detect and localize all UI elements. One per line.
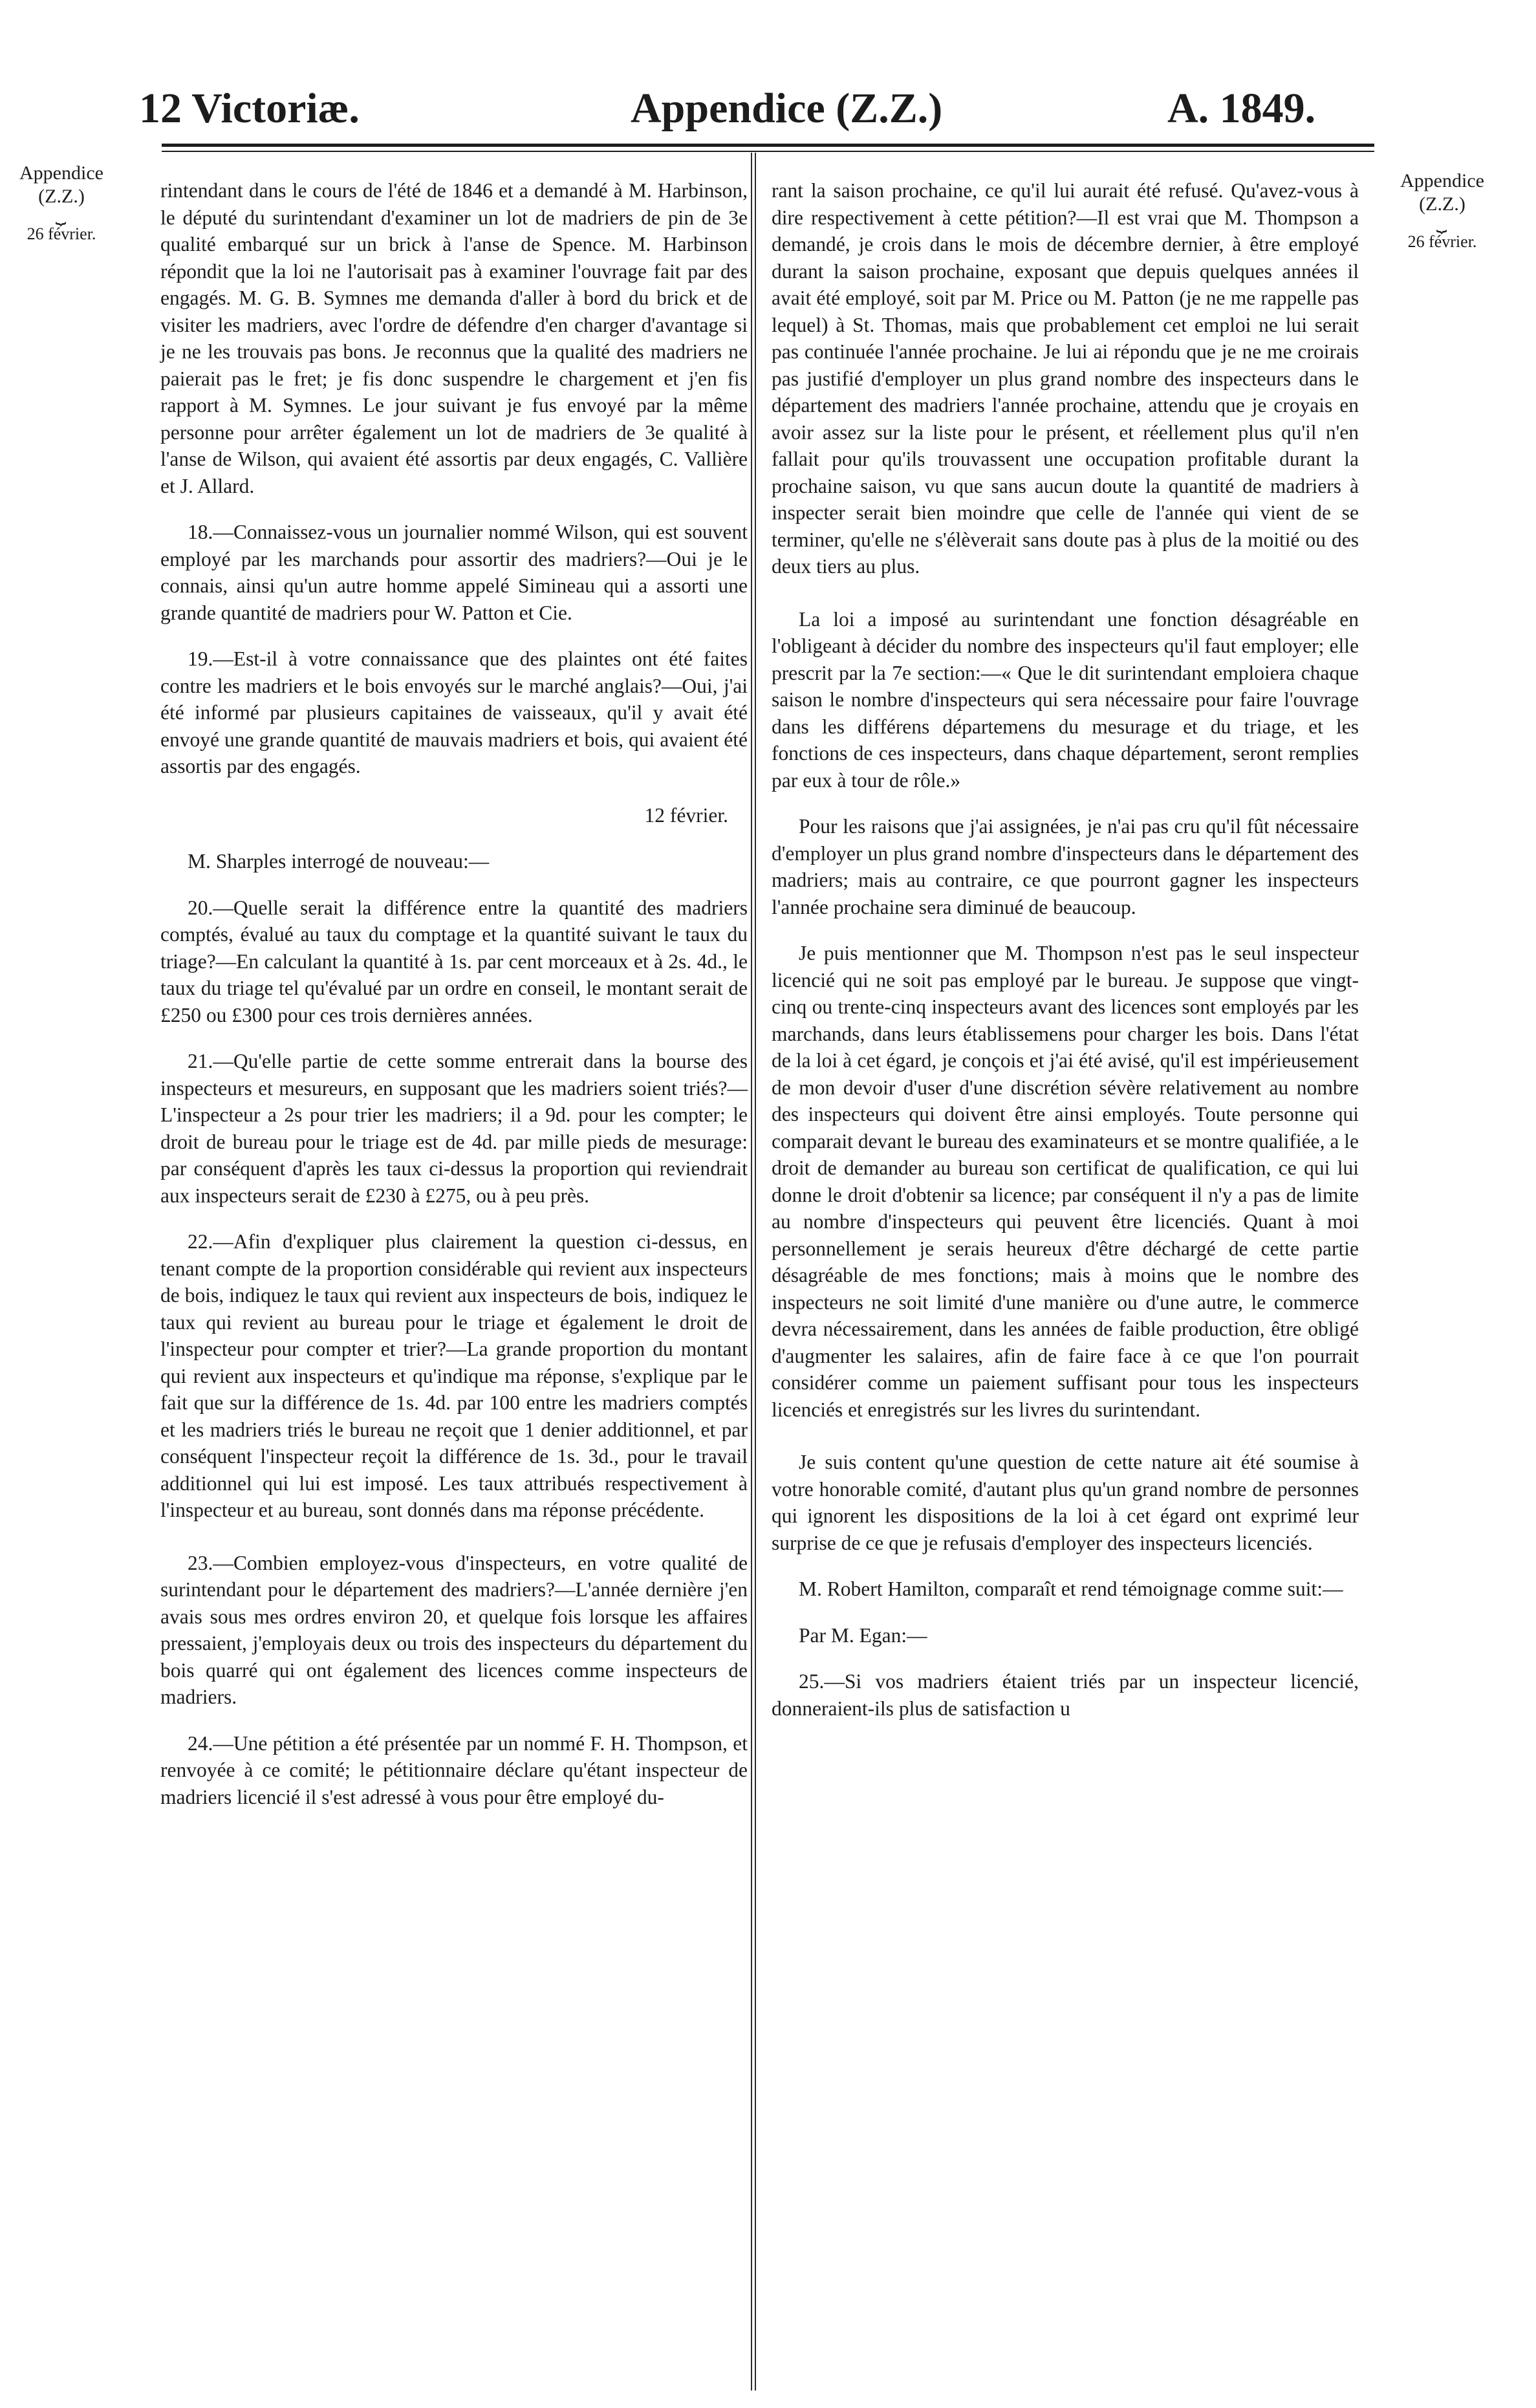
question-21: 21.—Qu'elle partie de cette somme entrerait dans la bourse des inspecteurs et mesureurs, en supposant que les madriers soient triés?—L'inspecteur a 2s pour trier les madriers; il a 9d. pour les compter; le droit de bureau pour le triage est de 4d. par mille pieds de mesurage: par conséquent d'après les taux ci-dessus la proportion qui reviendrait aux inspecteurs serait de £230 à £275, ou à peu près. — [160, 1050, 748, 1207]
margin-brace: ⏟ — [55, 205, 68, 225]
left-margin-note — [6, 162, 116, 246]
header-rule-thin — [162, 151, 1374, 152]
paragraph-committee: Je suis content qu'une question de cette nature ait été soumise à votre honorable comité, d'autant plus qu'un grand nombre de personnes qui ignorent les dispositions de la loi à cet égard ont exprimé leur surprise de ce que je refusais d'employer des inspecteurs licenciés. — [772, 1451, 1359, 1554]
left-column — [160, 177, 748, 1810]
header-year: A. 1849. — [1167, 85, 1316, 132]
answer-24-continuation: rant la saison prochaine, ce qu'il lui aurait été refusé. Qu'avez-vous à dire respectivement à cette pétition?—Il est vrai que M. Thompson a demandé, je crois dans le mois de décembre dernier, à être employé durant la saison prochaine, exposant que depuis quelques années il avait été employé, soit par M. Price ou M. Patton (je ne me rappelle pas lequel) à St. Thomas, mais que probablement cet emploi ne lui serait pas continuée l'année prochaine. Je lui ai répondu que je ne me croirais pas justifié d'employer un plus grand nombre des inspecteurs dans le département des madriers l'année prochaine, attendu que je croyais en avoir assez sur la liste pour le présent, et réellement plus qu'il n'en fallait pour qu'ils trouvassent une occupation profitable durant la prochaine saison, vu que sans aucun doute la quantité de madriers à inspecter serait bien moindre que celle de l'année qui vient de se terminer, qu'elle ne s'élèverait sans doute pas à plus de la moitié ou des deux tiers au plus. — [772, 179, 1359, 578]
paragraph-thompson: Je puis mentionner que M. Thompson n'est pas le seul inspecteur licencié qui ne soit pas employé par le bureau. Je suppose que vingt-cinq ou trente-cinq inspecteurs avant des licences sont employés par les marchands, dans leurs établissemens pour charger les bois. Dans l'état de la loi à cet égard, je conçois et j'ai été avisé, qu'il est impérieusement de mon devoir d'user d'une discrétion sévère relativement au nombre des inspecteurs qui doivent être ainsi employés. Toute personne qui comparait devant le bureau des examinateurs et se montre qualifiée, a le droit de demander au bureau son certificat de qualification, ce qui lui donne le droit d'obtenir sa licence; par conséquent il n'y a pas de limite au nombre d'inspecteurs qui peuvent être licenciés. Quant à moi personnellement je serais heureux d'être déchargé de cette partie désagréable de mes fonctions; mais à moins que le nombre des inspecteurs ne soit limité d'une manière ou d'une autre, le commerce devra nécessairement, dans les années de faible production, être obligé d'augmenter les salaires, afin de faire face à ce que l'on pourrait considérer comme un paiement suffisant pour tous les inspecteurs licenciés et enregistrés sur les livres du surintendant. — [772, 942, 1359, 1421]
question-18: 18.—Connaissez-vous un journalier nommé Wilson, qui est souvent employé par les marchands pour assortir des madriers?—Oui je le connais, ainsi qu'un autre homme appelé Simineau qui a assorti une grande quantité de madriers pour W. Patton et Cie. — [160, 521, 748, 624]
margin-appendix-label: Appendice — [19, 162, 103, 184]
session-date: 12 février. — [644, 803, 728, 827]
paragraph-reasons: Pour les raisons que j'ai assignées, je n'ai pas cru qu'il fût nécessaire d'employer un plus grand nombre d'inspecteurs dans le département des madriers; mais au contraire, ce que pourront gagner les inspecteurs l'année prochaine sera diminué de beaucoup. — [772, 815, 1359, 918]
right-column — [772, 177, 1359, 1722]
right-margin-note — [1387, 169, 1497, 254]
page-header — [0, 83, 1536, 135]
examiner-egan: Par M. Egan:— — [799, 1623, 927, 1647]
question-23: 23.—Combien employez-vous d'inspecteurs, en votre qualité de surintendant pour le département des madriers?—L'année dernière j'en avais sous mes ordres environ 20, et quelque fois lorsque les affaires pressaient, j'employais deux ou trois des inspecteurs du département du bois quarré qui ont également des licences comme inspecteurs de madriers. — [160, 1551, 748, 1708]
question-25: 25.—Si vos madriers étaient triés par un inspecteur licencié, donneraient-ils plus de satisfaction u — [772, 1670, 1359, 1720]
paragraph-law: La loi a imposé au surintendant une fonction désagréable en l'obligeant à décider du nombre des inspecteurs qu'il faut employer; elle prescrit par la 7e section:—« Que le dit surintendant emploiera chaque saison le nombre d'inspecteurs qui sera nécessaire pour faire l'ouvrage dans les différens départemens du mesurage et du triage, et les fonctions de ces inspecteurs, dans chaque département, seront remplies par eux à tour de rôle.» — [772, 607, 1359, 792]
column-divider-left — [751, 153, 752, 2391]
witness-hamilton: M. Robert Hamilton, comparaît et rend témoignage comme suit:— — [799, 1578, 1343, 1600]
margin-appendix-code: (Z.Z.) — [1419, 193, 1466, 215]
header-session: 12 Victoriæ. — [139, 85, 360, 132]
margin-appendix-code: (Z.Z.) — [38, 186, 85, 207]
margin-brace: ⏟ — [1436, 213, 1449, 233]
margin-date: 26 février. — [1407, 232, 1477, 251]
margin-appendix-label: Appendice — [1400, 170, 1484, 191]
margin-date: 26 février. — [27, 224, 96, 243]
question-19: 19.—Est-il à votre connaissance que des plaintes ont été faites contre les madriers et le bois envoyés sur le marché anglais?—Oui, j'ai été informé par plusieurs capitaines de vaisseaux, qu'il y avait été envoyé une grande quantité de mauvais madriers et bois, qui avaient été assortis par des engagés. — [160, 647, 748, 777]
paragraph-continuation: rintendant dans le cours de l'été de 1846 et a demandé à M. Harbinson, le député du surintendant d'examiner un lot de madriers de pin de 3e qualité embarqué sur un brick à l'anse de Spence. M. Harbinson répondit que la loi ne l'autorisait pas à examiner l'ouvrage fait par des engagés. M. G. B. Symnes me demanda d'aller à bord du brick et de visiter les madriers, avec l'ordre de défendre d'en charger d'avantage si je ne les trouvais pas bons. Je reconnus que la qualité des madriers ne paierait pas le fret; je fis donc suspendre le chargement et j'en fis rapport à M. Symnes. Le jour suivant je fus envoyé par la même personne pour arrêter également un lot de madriers de 3e qualité à l'anse de Wilson, qui avaient été assortis par deux engagés, C. Vallière et J. Allard. — [160, 179, 748, 497]
header-appendix: Appendice (Z.Z.) — [631, 85, 943, 132]
question-20: 20.—Quelle serait la différence entre la quantité des madriers comptés, évalué au taux du comptage et la quantité suivant le taux du triage?—En calculant la quantité à 1s. par cent morceaux et à 2s. 4d., le taux du triage tel qu'évalué par un ordre en conseil, le montant serait de £250 ou £300 pour ces trois dernières années. — [160, 896, 748, 1026]
column-divider-right — [755, 153, 756, 2391]
question-24: 24.—Une pétition a été présentée par un nommé F. H. Thompson, et renvoyée à ce comité; le pétitionnaire déclare qu'étant inspecteur de madriers licencié il s'est adressé à vous pour être employé du- — [160, 1731, 748, 1808]
question-22: 22.—Afin d'expliquer plus clairement la question ci-dessus, en tenant compte de la proportion considérable qui revient aux inspecteurs de bois, indiquez le taux qui revient aux inspecteurs de bois, indiquez le taux qui revient au bureau pour le triage et également le droit de l'inspecteur pour compter et trier?—La grande proportion du montant qui revient aux inspecteurs et qu'indique ma réponse, s'explique par le fait que sur la différence de 1s. 4d. par 100 entre les madriers comptés et les madriers triés le bureau ne reçoit que 1 denier additionnel, et par conséquent l'inspecteur reçoit la différence de 1s. 3d., pour le travail additionnel qui lui est imposé. Les taux attribués respectivement à l'inspecteur et au bureau, sont donnés dans ma réponse précédente. — [160, 1230, 748, 1521]
witness-heading: M. Sharples interrogé de nouveau:— — [188, 850, 490, 873]
header-rule-thick — [162, 144, 1374, 147]
